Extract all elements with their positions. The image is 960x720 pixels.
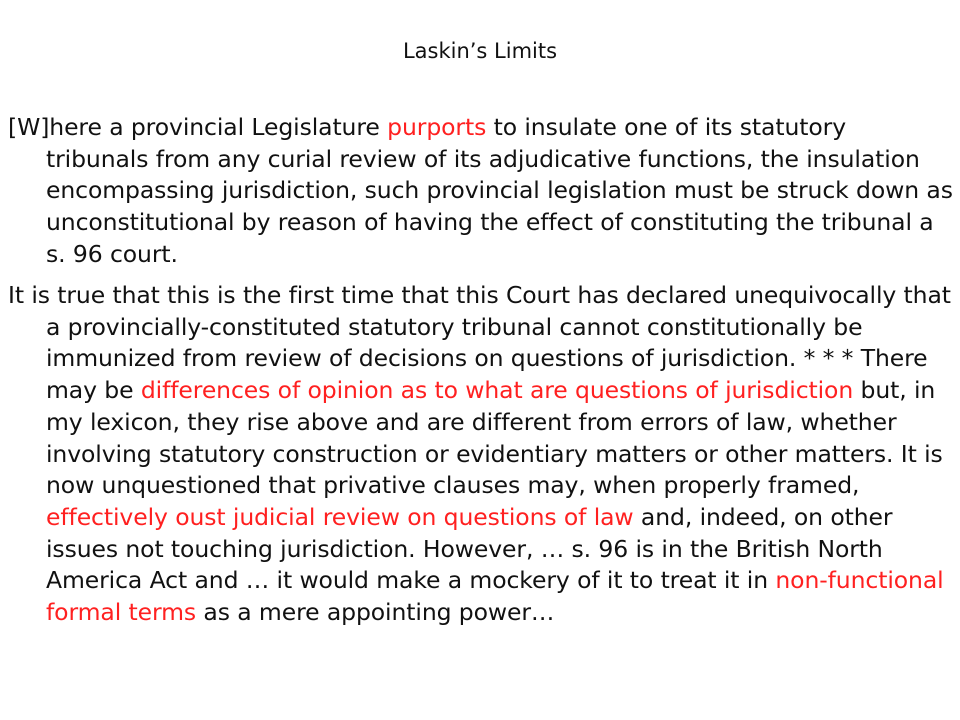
highlighted-phrase: purports [387,113,487,141]
quote-text: but, in my lexicon, they rise above and are different from errors of law, whether involving statutory construction or evidentiary matters or other matters. It is now unquestioned that privative clauses may, when properly framed, [46,376,943,500]
highlighted-phrase: effectively oust judicial review on questions of law [46,502,634,531]
quote-text: as a mere appointing power… [196,598,555,627]
highlighted-phrase: differences of opinion as to what are questions of jurisdiction [140,376,854,405]
quote-text: It is true that this is the first time that this Court has declared unequivocally that a provincially-constituted statutory tribunal cannot constitutionally be immunized from review of decisions on questions of jurisdiction. * * * There may be [8,281,951,405]
quote-text: and, indeed, on other issues not touching jurisdiction. However, … s. 96 is in the British North America Act and … it would make a mockery of it to treat it in [46,502,893,595]
highlighted-phrase: non-functional formal terms [46,566,944,627]
quote-paragraph-2 [8,280,953,629]
slide-title: Laskin’s Limits [402,39,558,63]
quote-text: [W]here a provincial Legislature [8,113,388,141]
quote-paragraph-1 [8,112,953,271]
quote-text: to insulate one of its statutory tribunals from any curial review of its adjudicative functions, the insulation encompassing jurisdiction, such provincial legislation must be struck down as unconstitutional by reason of having the effect of constituting the tribunal a s. 96 court. [46,113,953,268]
